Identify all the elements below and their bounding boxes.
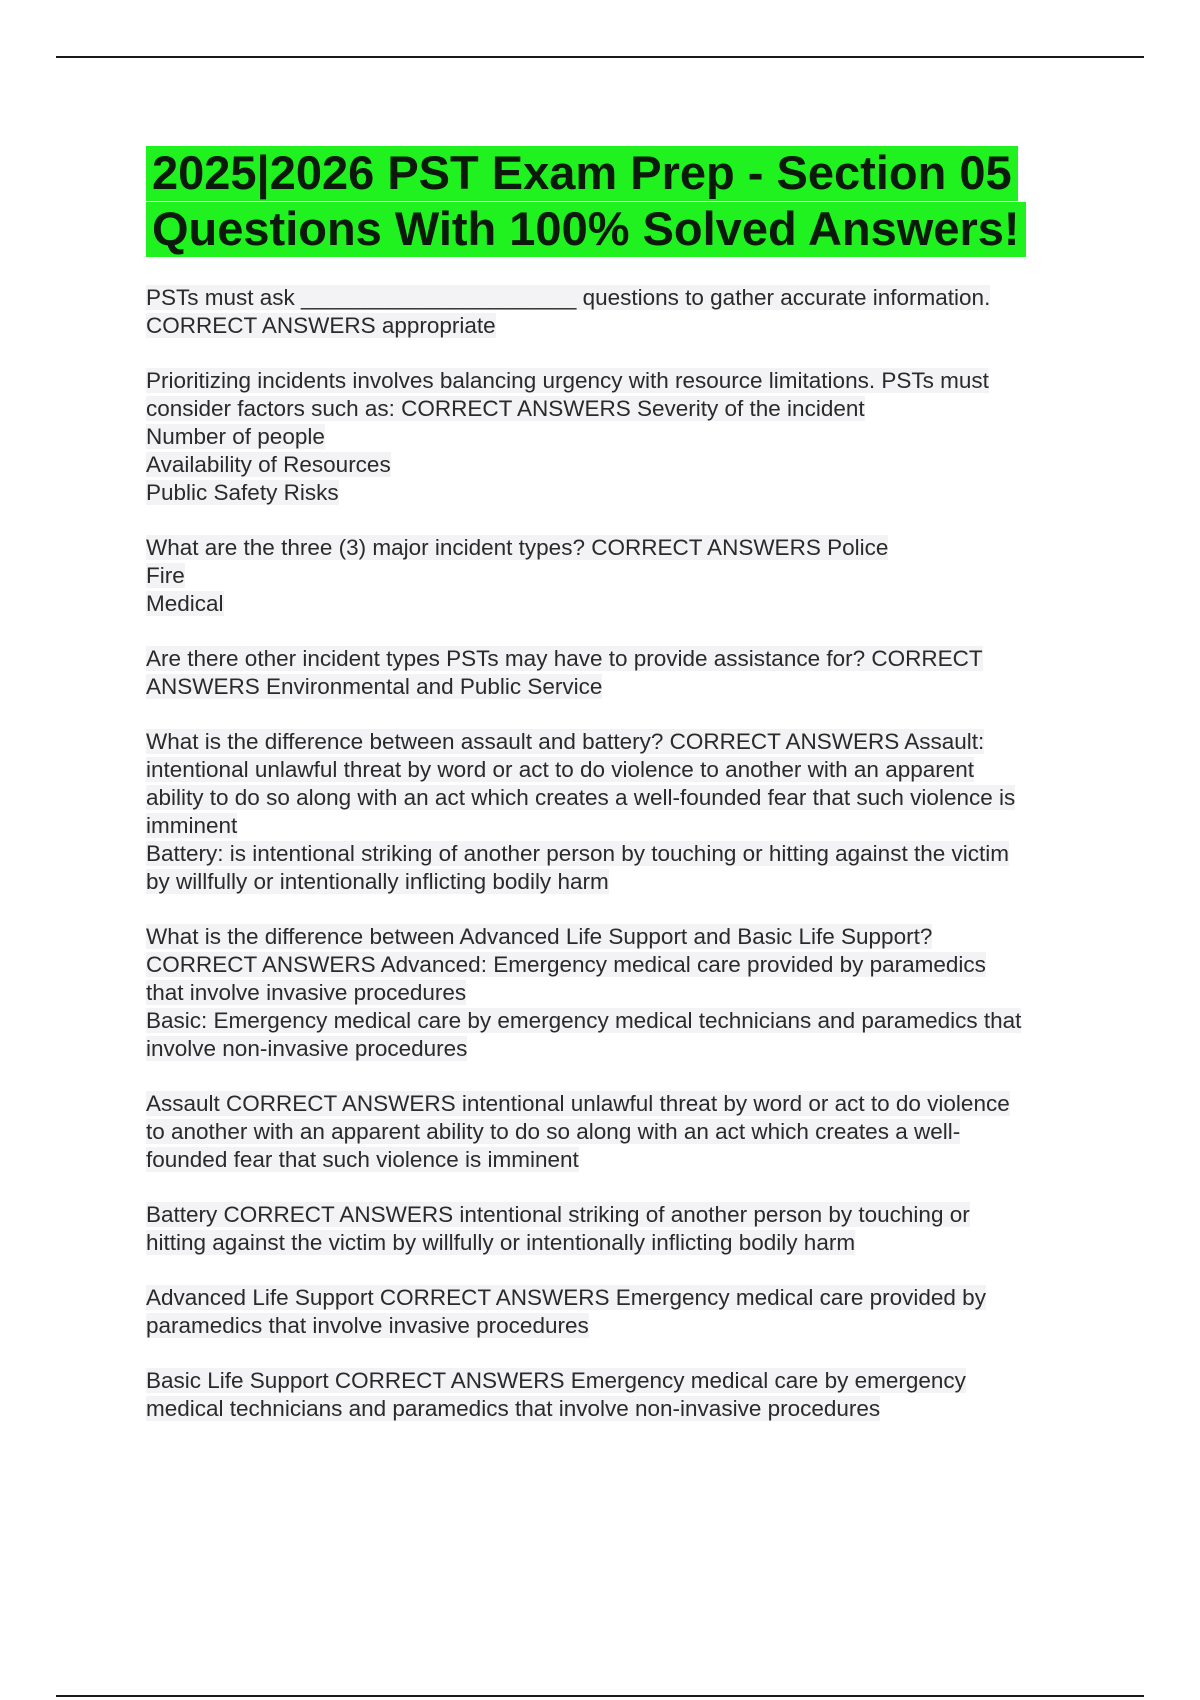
qa-line (146, 1284, 1096, 1312)
qa-line (146, 395, 1096, 423)
qa-line-text: CORRECT ANSWERS Advanced: Emergency medical care provided by paramedics (146, 952, 986, 977)
qa-line (146, 284, 1096, 312)
qa-line (146, 951, 1096, 979)
qa-line-text: by willfully or intentionally inflicting bodily harm (146, 869, 609, 894)
qa-line-text: Battery: is intentional striking of another person by touching or hitting against the victim (146, 841, 1009, 866)
qa-line-text: Are there other incident types PSTs may have to provide assistance for? CORRECT (146, 646, 983, 671)
qa-line (146, 1007, 1096, 1035)
qa-line (146, 923, 1096, 951)
qa-line-text: consider factors such as: CORRECT ANSWERS Severity of the incident (146, 396, 865, 421)
qa-line-text: Availability of Resources (146, 452, 391, 477)
qa-line-text: Number of people (146, 424, 325, 449)
qa-entry (146, 1090, 1096, 1174)
qa-line (146, 728, 1096, 756)
qa-entry (146, 1284, 1096, 1340)
qa-line-text: hitting against the victim by willfully or intentionally inflicting bodily harm (146, 1230, 856, 1255)
qa-line (146, 590, 1096, 618)
qa-line-text: Battery CORRECT ANSWERS intentional striking of another person by touching or (146, 1202, 970, 1227)
qa-line (146, 673, 1096, 701)
qa-line-text: Basic Life Support CORRECT ANSWERS Emergency medical care by emergency (146, 1368, 966, 1393)
qa-entry (146, 923, 1096, 1063)
qa-line (146, 562, 1096, 590)
qa-entry (146, 534, 1096, 618)
qa-line-text: to another with an apparent ability to do so along with an act which creates a well- (146, 1119, 961, 1144)
qa-line-text: CORRECT ANSWERS appropriate (146, 313, 496, 338)
qa-line (146, 1090, 1096, 1118)
qa-line (146, 451, 1096, 479)
qa-line (146, 979, 1096, 1007)
qa-entry (146, 1201, 1096, 1257)
qa-line-text: ANSWERS Environmental and Public Service (146, 674, 603, 699)
qa-line (146, 840, 1096, 868)
qa-line-text: PSTs must ask ______________________ questions to gather accurate information. (146, 285, 991, 310)
qa-line (146, 367, 1096, 395)
qa-line-text: Assault CORRECT ANSWERS intentional unlawful threat by word or act to do violence (146, 1091, 1010, 1116)
qa-line-text: Prioritizing incidents involves balancing urgency with resource limitations. PSTs must (146, 368, 989, 393)
qa-line-text: What are the three (3) major incident types? CORRECT ANSWERS Police (146, 535, 889, 560)
qa-line (146, 645, 1096, 673)
qa-entry (146, 728, 1096, 896)
qa-line-text: Public Safety Risks (146, 480, 339, 505)
qa-line-text: Basic: Emergency medical care by emergency medical technicians and paramedics that (146, 1008, 1022, 1033)
qa-line-text: What is the difference between assault and battery? CORRECT ANSWERS Assault: (146, 729, 985, 754)
qa-line (146, 784, 1096, 812)
qa-line (146, 1146, 1096, 1174)
qa-line (146, 1035, 1096, 1063)
qa-line (146, 423, 1096, 451)
qa-line-text: What is the difference between Advanced Life Support and Basic Life Support? (146, 924, 933, 949)
qa-line-text: founded fear that such violence is imminent (146, 1147, 579, 1172)
qa-line (146, 1367, 1096, 1395)
qa-line (146, 868, 1096, 896)
qa-line (146, 1229, 1096, 1257)
title-highlight (146, 146, 1026, 257)
qa-line-text: paramedics that involve invasive procedures (146, 1313, 589, 1338)
qa-line (146, 479, 1096, 507)
qa-list (146, 284, 1096, 1450)
qa-line (146, 534, 1096, 562)
qa-line-text: Medical (146, 591, 224, 616)
qa-line-text: medical technicians and paramedics that involve non-invasive procedures (146, 1396, 881, 1421)
qa-line (146, 1395, 1096, 1423)
qa-line (146, 1201, 1096, 1229)
title-line-2: Questions With 100% Solved Answers! (149, 202, 1023, 257)
qa-line-text: involve non-invasive procedures (146, 1036, 468, 1061)
qa-line (146, 312, 1096, 340)
qa-entry (146, 645, 1096, 701)
qa-line (146, 1312, 1096, 1340)
qa-line (146, 812, 1096, 840)
qa-line-text: Fire (146, 563, 185, 588)
title-line-1: 2025|2026 PST Exam Prep - Section 05 (149, 146, 1015, 201)
qa-entry (146, 367, 1096, 507)
qa-line (146, 756, 1096, 784)
header-rule (56, 56, 1144, 58)
qa-line-text: imminent (146, 813, 238, 838)
document-title (146, 145, 1046, 257)
qa-line-text: Advanced Life Support CORRECT ANSWERS Emergency medical care provided by (146, 1285, 986, 1310)
qa-line-text: that involve invasive procedures (146, 980, 467, 1005)
qa-entry (146, 1367, 1096, 1423)
qa-entry (146, 284, 1096, 340)
qa-line-text: intentional unlawful threat by word or act to do violence to another with an apparent (146, 757, 975, 782)
footer-rule (56, 1695, 1144, 1697)
qa-line (146, 1118, 1096, 1146)
qa-line-text: ability to do so along with an act which creates a well-founded fear that such violence is (146, 785, 1016, 810)
